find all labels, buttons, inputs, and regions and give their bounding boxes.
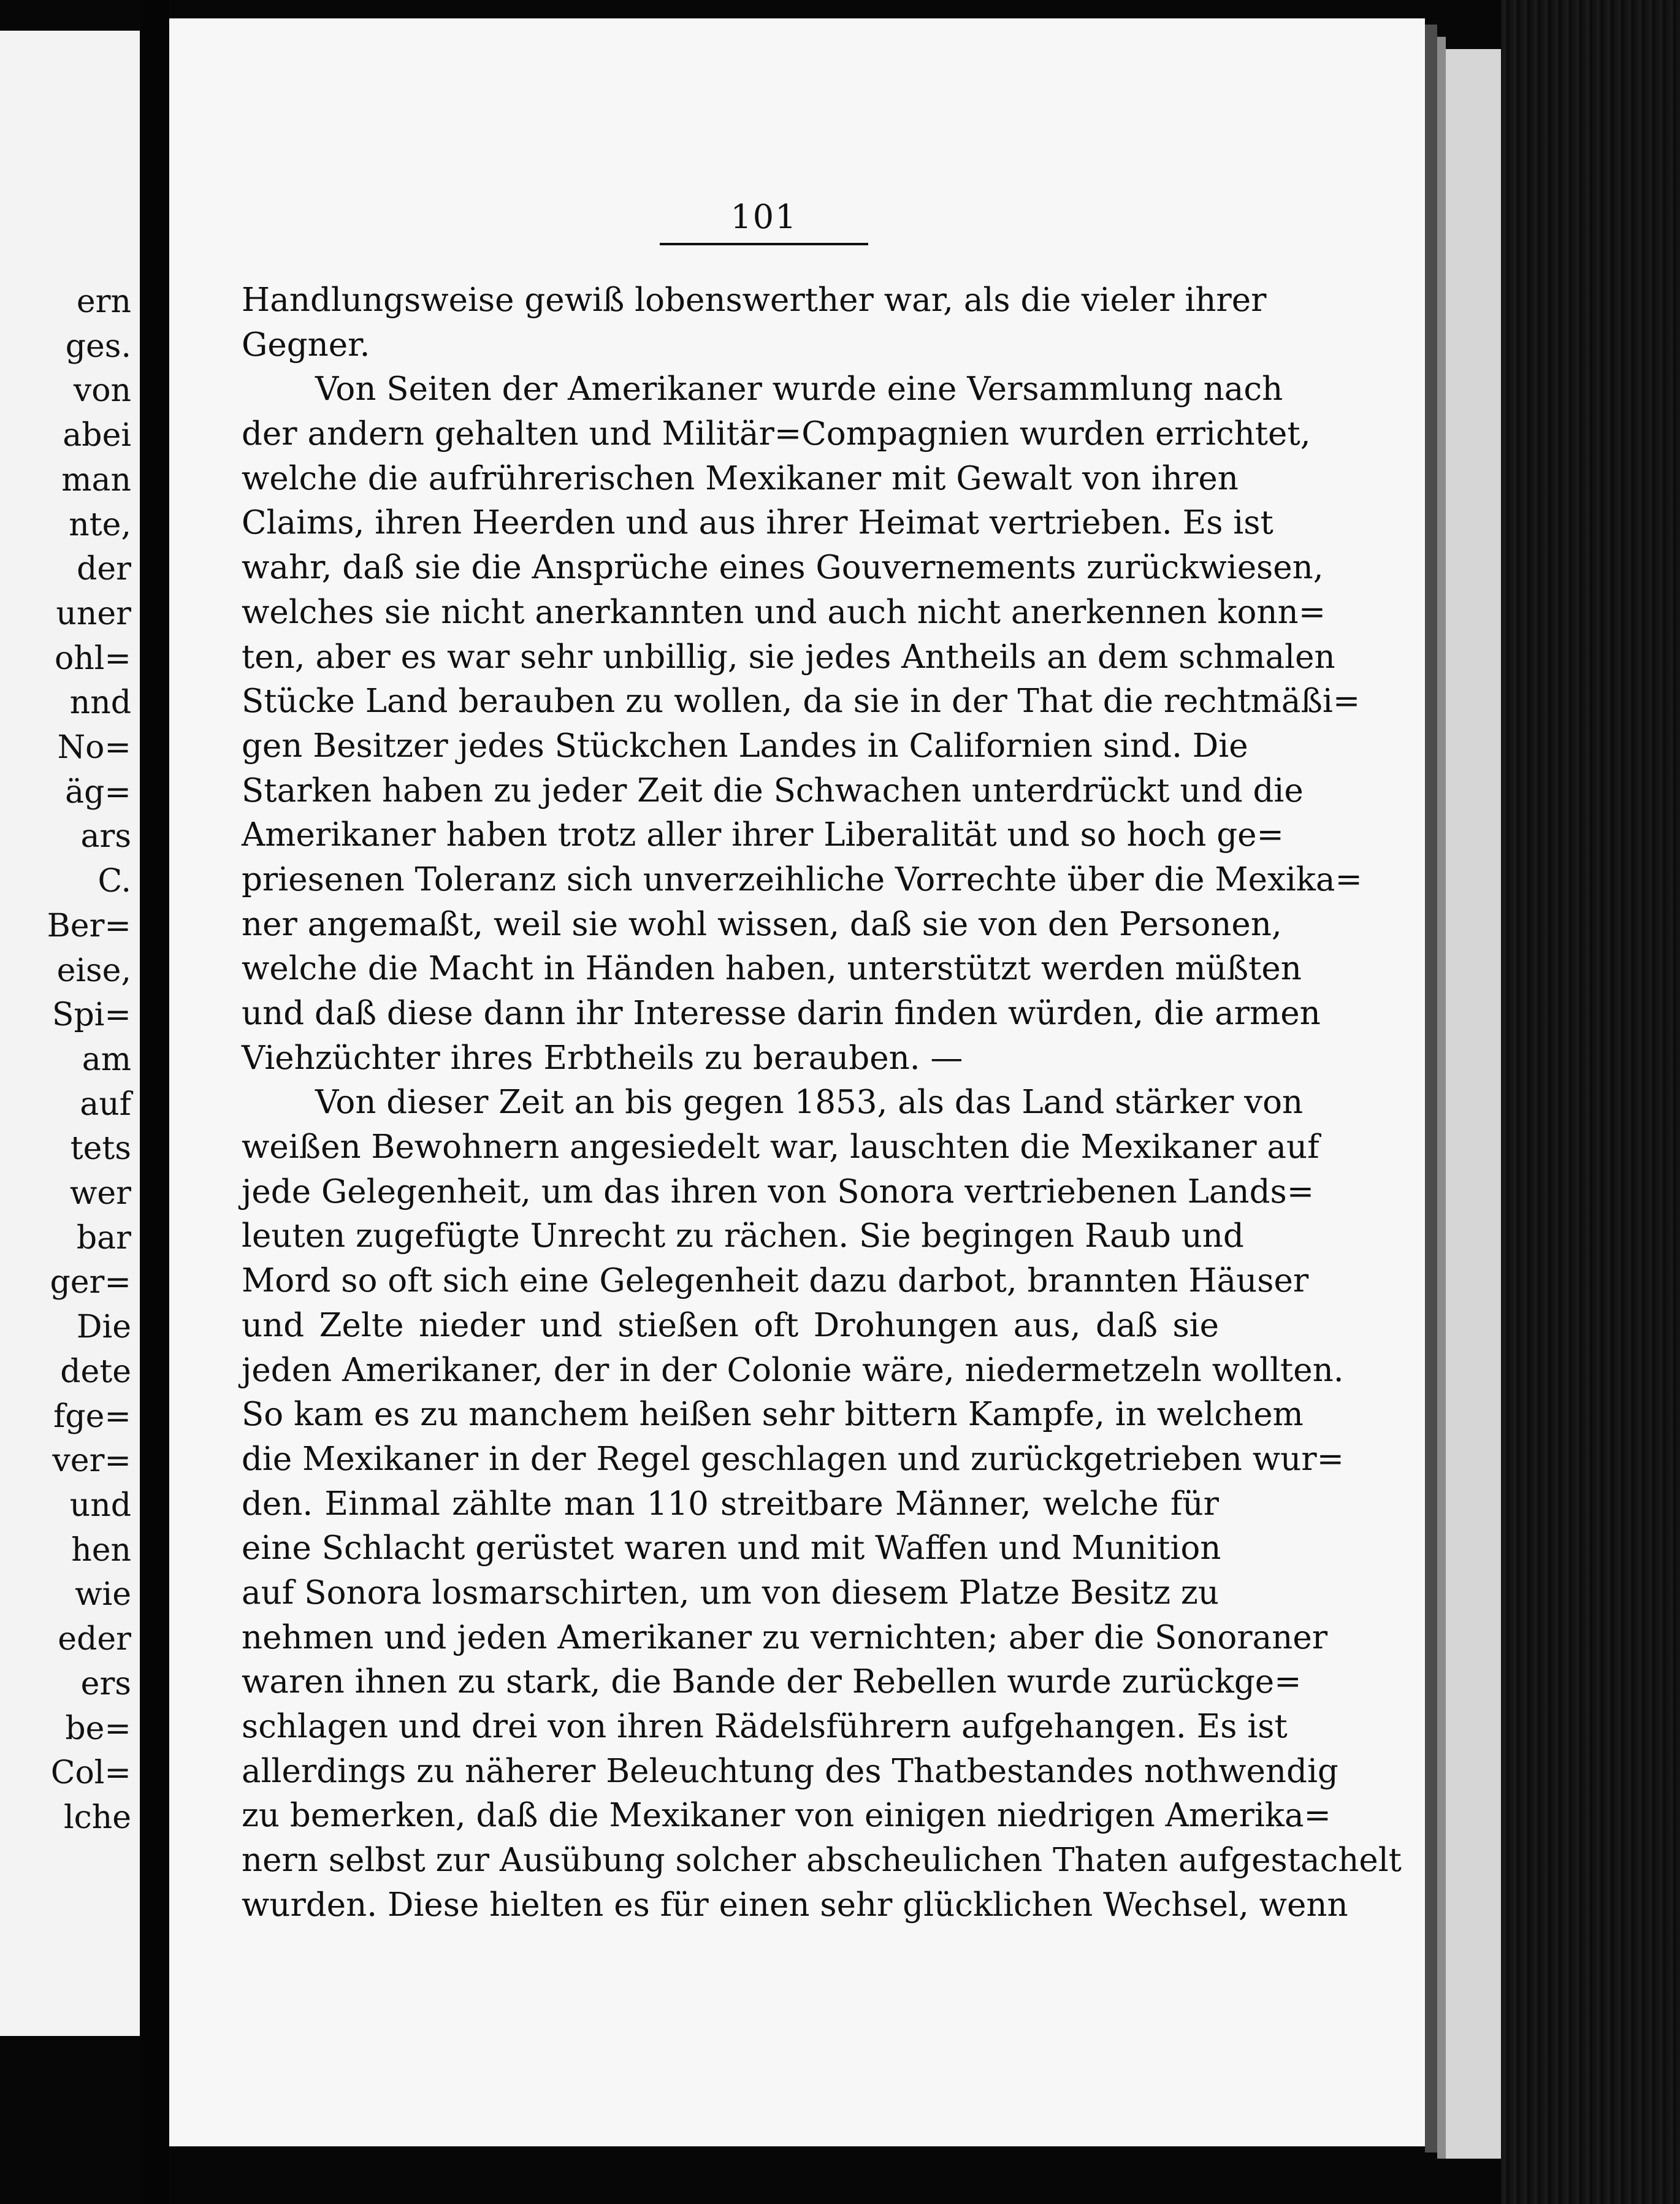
book-binding [1501, 0, 1680, 2204]
text-line: den. Einmal zählte man 110 streitbare Männer, welche für [242, 1485, 1219, 1523]
previous-page-fragment: Col= [50, 1754, 131, 1792]
previous-page-fragment: Ber= [47, 907, 131, 944]
previous-page-fragment: hen [71, 1531, 131, 1569]
previous-page-fragment: ars [80, 818, 131, 855]
previous-page-fragment: man [61, 461, 131, 499]
text-line: jeden Amerikaner, der in der Colonie wäre, niedermetzeln wollten. [242, 1351, 1344, 1389]
text-line: auf Sonora losmarschirten, um von diesem Platze Besitz zu [242, 1574, 1219, 1612]
text-line: nern selbst zur Ausübung solcher abscheulichen Thaten aufgestachelt [242, 1842, 1402, 1880]
text-line: der andern gehalten und Militär=Compagnien wurden errichtet, [242, 415, 1311, 453]
text-line: schlagen und drei von ihren Rädelsführern aufgehangen. Es ist [242, 1708, 1288, 1745]
previous-page-fragment: C. [97, 863, 131, 900]
previous-page-fragment: auf [80, 1085, 131, 1123]
text-line: Claims, ihren Heerden und aus ihrer Heimat vertrieben. Es ist [242, 504, 1273, 542]
previous-page-fragment: bar [76, 1219, 131, 1257]
text-line: weißen Bewohnern angesiedelt war, lauschten die Mexikaner auf [242, 1128, 1319, 1166]
text-line: und Zelte nieder und stießen oft Drohungen aus, daß sie [242, 1306, 1219, 1344]
text-line: welches sie nicht anerkannten und auch nicht anerkennen konn= [242, 593, 1326, 631]
previous-page-fragment: fge= [53, 1398, 131, 1435]
previous-page-fragment: und [69, 1487, 131, 1524]
previous-page-fragment: der [77, 551, 131, 588]
book-page [169, 18, 1425, 2146]
previous-page-fragment: ges. [65, 327, 131, 365]
previous-page-fragment: dete [60, 1353, 131, 1390]
text-line: eine Schlacht gerüstet waren und mit Waffen und Munition [242, 1529, 1221, 1567]
text-line: zu bemerken, daß die Mexikaner von einigen niedrigen Amerika= [242, 1797, 1331, 1835]
text-line: die Mexikaner in der Regel geschlagen und zurückgetrieben wur= [242, 1440, 1344, 1478]
previous-page-fragment: ern [76, 283, 131, 320]
text-line: Gegner. [242, 326, 370, 364]
previous-page-fragment: Spi= [52, 997, 131, 1034]
text-line: Viehzüchter ihres Erbtheils zu berauben. — [242, 1039, 963, 1077]
text-line: Stücke Land berauben zu wollen, da sie in der That die rechtmäßi= [242, 683, 1361, 721]
page-edge [1425, 25, 1437, 2152]
page-edge [1446, 49, 1501, 2159]
previous-page-fragment: nte, [69, 506, 131, 543]
text-line: priesenen Toleranz sich unverzeihliche Vorrechte über die Mexika= [242, 860, 1362, 898]
text-line: gen Besitzer jedes Stückchen Landes in Californien sind. Die [242, 727, 1248, 765]
previous-page-fragment: ers [80, 1665, 131, 1702]
page-body-text [242, 278, 1402, 1927]
previous-page-fragment: ver= [52, 1442, 131, 1480]
text-line: Amerikaner haben trotz aller ihrer Liberalität und so hoch ge= [242, 816, 1284, 854]
previous-page-fragment: abei [63, 417, 131, 454]
previous-page-fragment: eise, [56, 952, 131, 989]
previous-page-fragment: tets [70, 1130, 131, 1168]
text-line: Handlungsweise gewiß lobenswerther war, als die vieler ihrer [242, 281, 1267, 319]
text-line: ner angemaßt, weil sie wohl wissen, daß sie von den Personen, [242, 905, 1282, 943]
text-line: Von Seiten der Amerikaner wurde eine Versammlung nach [315, 370, 1283, 408]
previous-page-fragment: am [82, 1041, 131, 1078]
text-line: welche die aufrührerischen Mexikaner mit Gewalt von ihren [242, 459, 1239, 497]
previous-page-fragment: wie [75, 1576, 131, 1613]
previous-page-fragment: wer [69, 1175, 131, 1212]
text-line: waren ihnen zu stark, die Bande der Rebellen wurde zurückge= [242, 1663, 1302, 1701]
previous-page-fragment: von [73, 372, 131, 410]
text-line: Starken haben zu jeder Zeit die Schwachen unterdrückt und die [242, 771, 1304, 809]
text-line: wurden. Diese hielten es für einen sehr glücklichen Wechsel, wenn [242, 1886, 1348, 1924]
page-number: 101 [730, 197, 798, 236]
text-line: welche die Macht in Händen haben, unterstützt werden müßten [242, 950, 1302, 988]
text-line: leuten zugefügte Unrecht zu rächen. Sie begingen Raub und [242, 1217, 1244, 1255]
previous-page-fragment: Die [76, 1309, 131, 1346]
text-line: Von dieser Zeit an bis gegen 1853, als das Land stärker von [315, 1084, 1304, 1122]
previous-page [0, 31, 140, 2036]
previous-page-fragment: lche [63, 1799, 131, 1836]
previous-page-fragment: be= [65, 1710, 131, 1747]
previous-page-text-column [47, 280, 131, 1840]
previous-page-fragment: ohl= [55, 640, 131, 677]
text-line: und daß diese dann ihr Interesse darin finden würden, die armen [242, 995, 1321, 1032]
page-edge [1437, 37, 1446, 2159]
previous-page-fragment: No= [57, 729, 131, 767]
text-line: So kam es zu manchem heißen sehr bittern Kampfe, in welchem [242, 1396, 1304, 1434]
text-line: Mord so oft sich eine Gelegenheit dazu darbot, brannten Häuser [242, 1262, 1309, 1300]
book-gutter [140, 0, 169, 2204]
previous-page-fragment: äg= [65, 773, 131, 811]
text-line: nehmen und jeden Amerikaner zu vernichten; aber die Sonoraner [242, 1618, 1328, 1656]
text-line: jede Gelegenheit, um das ihren von Sonora vertriebenen Lands= [242, 1173, 1315, 1211]
previous-page-fragment: ger= [50, 1264, 131, 1301]
previous-page-fragment: uner [56, 595, 131, 632]
text-line: ten, aber es war sehr unbillig, sie jedes Antheils an dem schmalen [242, 638, 1335, 676]
text-line: wahr, daß sie die Ansprüche eines Gouvernements zurückwiesen, [242, 549, 1324, 587]
page-number-rule [660, 243, 868, 245]
previous-page-fragment: nnd [69, 684, 131, 722]
previous-page-fragment: eder [58, 1621, 131, 1658]
text-line: allerdings zu näherer Beleuchtung des Thatbestandes nothwendig [242, 1752, 1338, 1790]
